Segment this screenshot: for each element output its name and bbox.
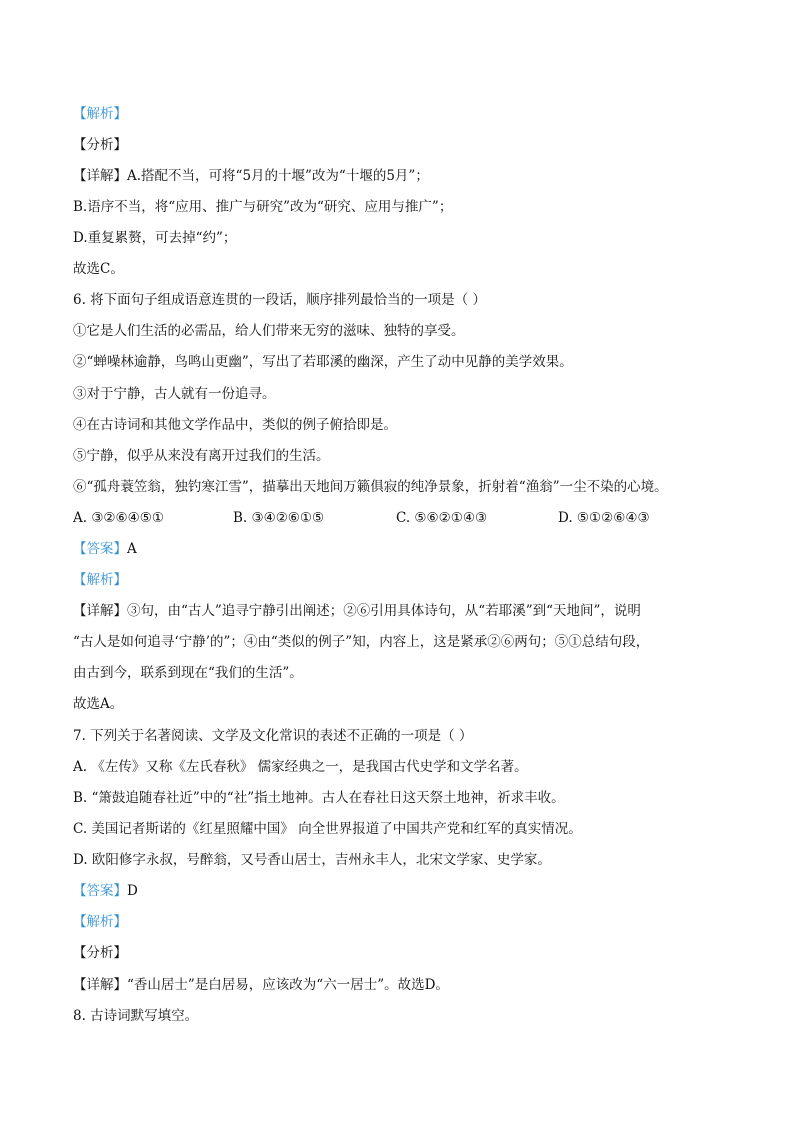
detail-line-3: D.重复累赘，可去掉“约”； xyxy=(73,230,237,246)
answer-tag: 【答案】 xyxy=(73,541,127,557)
detail-line-1: 【详解】A.搭配不当，可将“5月的十堰”改为“十堰的5月”； xyxy=(73,168,429,184)
question-8: 8. 古诗词默写填空。 xyxy=(73,1008,199,1024)
option-c: C. ⑤⑥②①④③ xyxy=(396,510,488,526)
analysis-tag: 【解析】 xyxy=(73,106,127,122)
detail-6-line-2: “古人是如何追寻‘宁静’的”；④由“类似的例子”知，内容上，这是紧承②⑥两句；⑤①总结句段， xyxy=(73,634,650,650)
detail-line-2: B.语序不当，将“应用、推广与研究”改为“研究、应用与推广”； xyxy=(73,199,453,215)
question-7-option-b: B. “箫鼓追随春社近”中的“社”指土地神。古人在春社日这天祭土地神，祈求丰收。 xyxy=(73,790,565,806)
answer-value: D xyxy=(127,883,138,899)
option-a: A. ③②⑥④⑤① xyxy=(73,510,164,526)
choice-6: 故选A。 xyxy=(73,696,124,712)
sentence-3: ③对于宁静，古人就有一份追寻。 xyxy=(73,386,276,402)
sentence-5: ⑤宁静，似乎从来没有离开过我们的生活。 xyxy=(73,448,330,464)
question-7-option-c: C. 美国记者斯诺的《红星照耀中国》 向全世界报道了中国共产党和红军的真实情况。 xyxy=(73,821,582,837)
answer-value: A xyxy=(127,541,137,557)
answer-7 xyxy=(73,881,734,901)
detail-6-line-3: 由古到今，联系到现在“我们的生活”。 xyxy=(73,665,303,681)
answer-tag: 【答案】 xyxy=(73,883,127,899)
detail-6-line-1: 【详解】③句，由“古人”追寻宁静引出阐述；②⑥引用具体诗句，从“若耶溪”到“天地间”，说明 xyxy=(73,603,641,619)
question-6-options xyxy=(73,508,734,528)
sentence-4: ④在古诗词和其他文学作品中，类似的例子俯拾即是。 xyxy=(73,417,397,433)
option-d: D. ⑤①②⑥④③ xyxy=(558,510,650,526)
analysis-heading: 【分析】 xyxy=(73,137,127,153)
option-b: B. ③④②⑥①⑤ xyxy=(233,510,325,526)
question-6: 6. 将下面句子组成语意连贯的一段话，顺序排列最恰当的一项是（ ） xyxy=(73,292,486,308)
sentence-2: ②“蝉噪林逾静，鸟鸣山更幽”，写出了若耶溪的幽深，产生了动中见静的美学效果。 xyxy=(73,354,573,370)
sentence-1: ①它是人们生活的必需品，给人们带来无穷的滋味、独特的享受。 xyxy=(73,323,465,339)
explanation-tag: 【解析】 xyxy=(73,572,127,588)
explanation-7-tag: 【解析】 xyxy=(73,914,127,930)
sentence-6: ⑥“孤舟蓑笠翁，独钓寒江雪”，描摹出天地间万籁俱寂的纯净景象，折射着“渔翁”一尘不染的心境。 xyxy=(73,479,668,495)
answer-6 xyxy=(73,539,734,559)
question-7: 7. 下列关于名著阅读、文学及文化常识的表述不正确的一项是（ ） xyxy=(73,728,473,744)
analysis-7: 【分析】 xyxy=(73,945,127,961)
question-7-option-d: D. 欧阳修字永叔，号醉翁，又号香山居士，吉州永丰人，北宋文学家、史学家。 xyxy=(73,852,551,868)
detail-7: 【详解】“香山居士”是白居易，应该改为“六一居士”。故选D。 xyxy=(73,977,449,993)
choice-line: 故选C。 xyxy=(73,261,124,277)
question-7-option-a: A. 《左传》又称《左氏春秋》 儒家经典之一，是我国古代史学和文学名著。 xyxy=(73,759,528,775)
